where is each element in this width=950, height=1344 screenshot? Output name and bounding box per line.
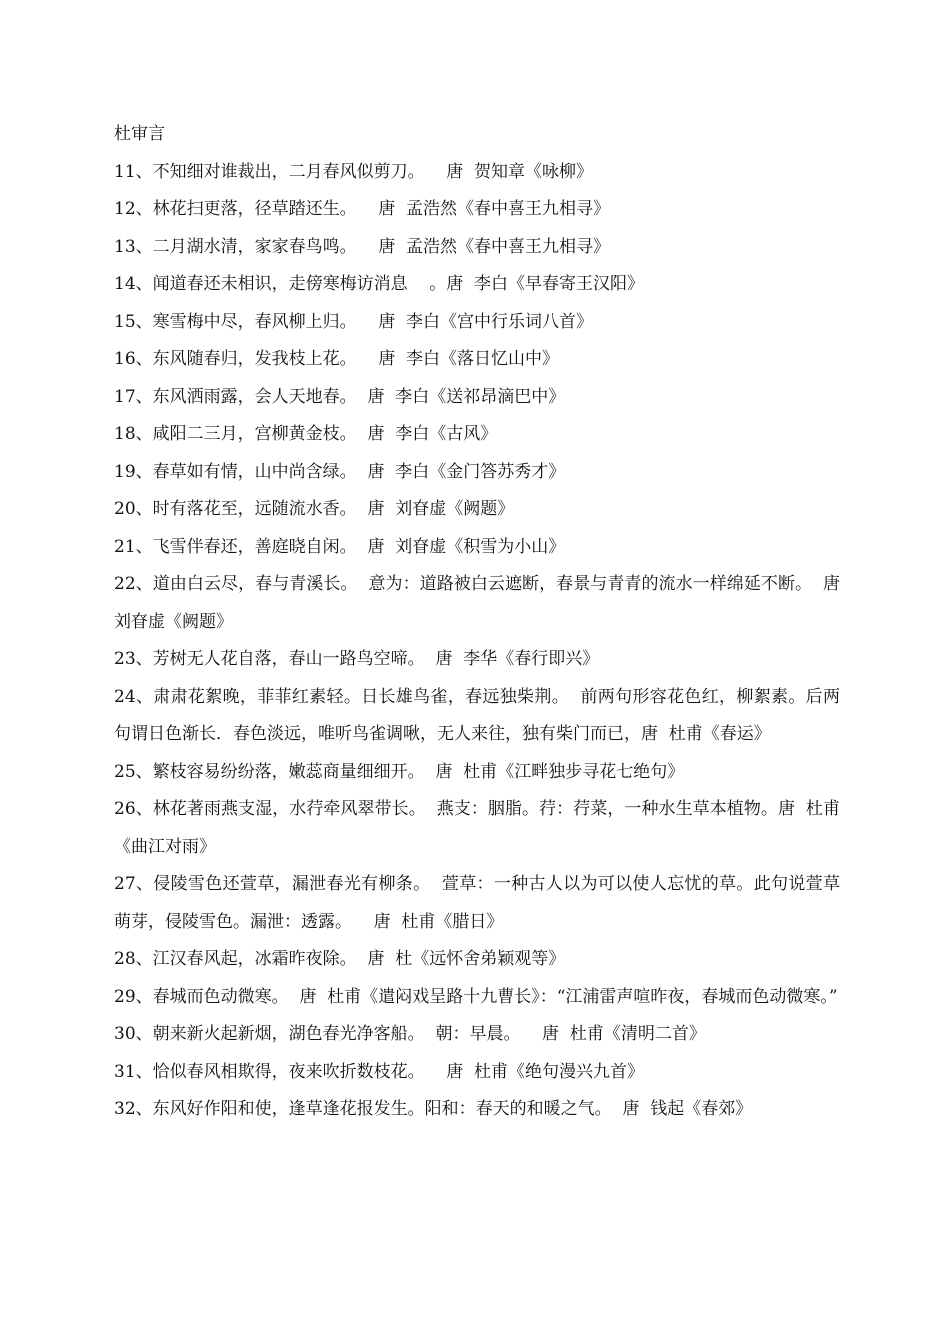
text-line: 32、东风好作阳和使，逢草逢花报发生。阳和：春天的和暖之气。 唐 钱起《春郊》 (114, 1099, 753, 1119)
text-line: 24、肃肃花絮晚，菲菲红素轻。日长雄鸟雀，春远独柴荆。 前两句形容花色红，柳絮素。后两句谓日色渐长．春色淡远，唯听鸟雀调啾，无人来往，独有柴门而已，唐 杜甫《春运》 (114, 686, 840, 744)
text-line: 30、朝来新火起新烟，湖色春光净客船。 朝：早晨。 唐 杜甫《清明二首》 (114, 1024, 706, 1044)
text-line: 26、林花著雨燕支湿，水荇牵风翠带长。 燕支：胭脂。荇：荇菜，一种水生草本植物。唐 杜甫《曲江对雨》 (114, 799, 840, 857)
text-line: 14、闻道春还未相识，走傍寒梅访消息 。唐 李白《早春寄王汉阳》 (114, 274, 645, 294)
poem-text-block (114, 116, 851, 1129)
text-line: 29、春城而色动微寒。 唐 杜甫《遣闷戏呈路十九曹长》：“江浦雷声喧昨夜，春城而色动微寒。” (114, 986, 838, 1007)
author-line: 杜审言 (114, 124, 165, 144)
text-line: 19、春草如有情，山中尚含绿。 唐 李白《金门答苏秀才》 (114, 461, 566, 482)
text-line: 31、恰似春风相欺得，夜来吹折数枝花。 唐 杜甫《绝句漫兴九首》 (114, 1061, 645, 1082)
text-line: 23、芳树无人花自落，春山一路鸟空啼。 唐 李华《春行即兴》 (114, 649, 600, 669)
text-line: 25、繁枝容易纷纷落，嫩蕊商量细细开。 唐 杜甫《江畔独步寻花七绝句》 (114, 761, 685, 782)
text-line: 28、江汉春风起，冰霜昨夜除。 唐 杜《远怀舍弟颖观等》 (114, 949, 566, 969)
text-line: 20、时有落花至，远随流水香。 唐 刘眘虚《阙题》 (114, 499, 515, 519)
text-line: 16、东风随春归，发我枝上花。 唐 李白《落日忆山中》 (114, 349, 560, 369)
text-line: 15、寒雪梅中尽，春风柳上归。 唐 李白《宫中行乐词八首》 (114, 311, 594, 332)
text-line: 21、飞雪伴春还，善庭晓自闲。 唐 刘眘虚《积雪为小山》 (114, 536, 566, 557)
text-line: 12、林花扫更落，径草踏还生。 唐 孟浩然《春中喜王九相寻》 (114, 199, 611, 219)
text-line: 22、道由白云尽，春与青溪长。 意为：道路被白云遮断，春景与青青的流水一样绵延不断。 唐 刘眘虚《阙题》 (114, 574, 851, 632)
text-line: 27、侵陵雪色还萱草，漏泄春光有柳条。 萱草：一种古人以为可以使人忘忧的草。此句说萱草萌芽，侵陵雪色。漏泄：透露。 唐 杜甫《腊日》 (114, 874, 840, 932)
text-line: 18、咸阳二三月，宫柳黄金枝。 唐 李白《古风》 (114, 424, 498, 444)
text-line: 13、二月湖水清，家家春鸟鸣。 唐 孟浩然《春中喜王九相寻》 (114, 236, 611, 257)
text-line: 11、不知细对谁裁出，二月春风似剪刀。 唐 贺知章《咏柳》 (114, 161, 594, 182)
text-line: 17、东风洒雨露，会人天地春。 唐 李白《送祁昂滴巴中》 (114, 386, 566, 407)
